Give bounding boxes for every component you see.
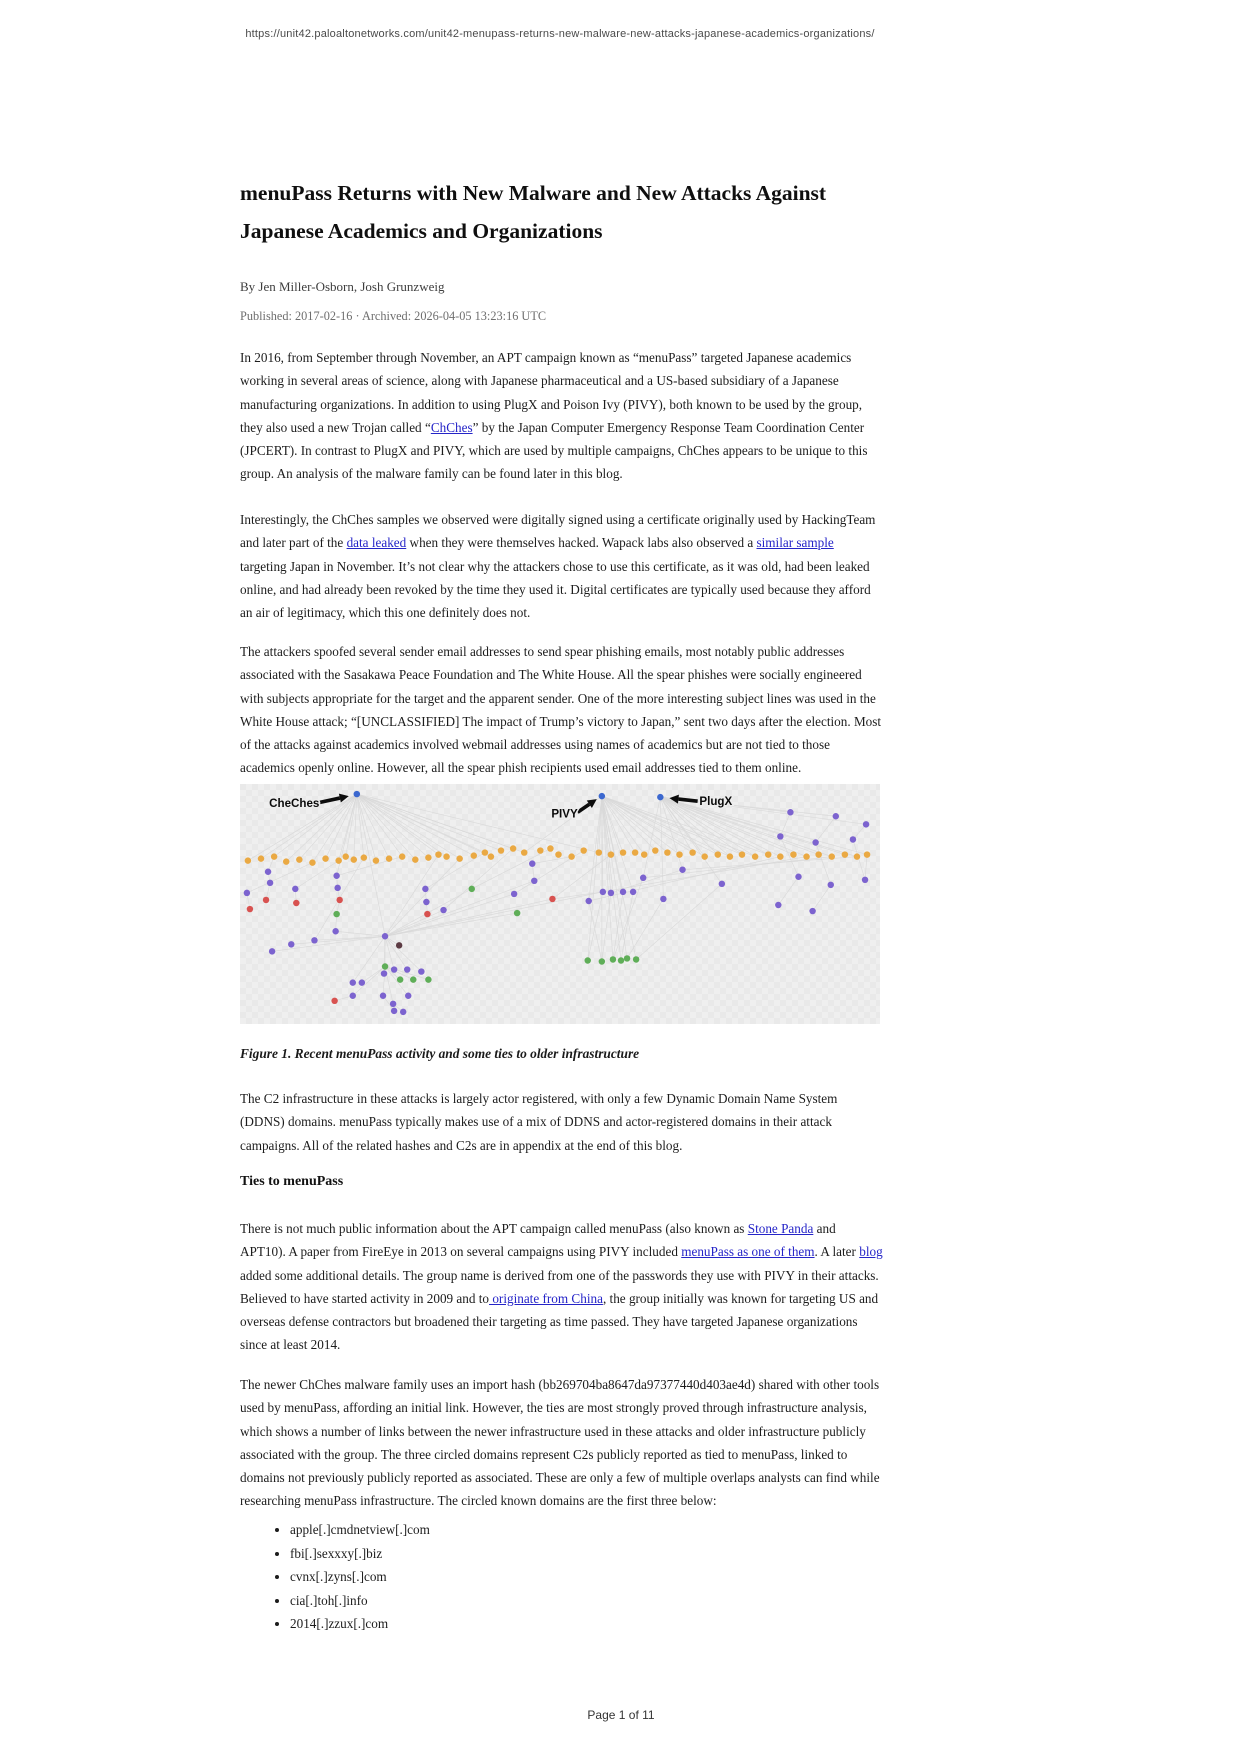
list-item: • 2014[.]zzux[.]com [290,1612,880,1636]
text-run: ” by the Japan Computer Emergency Response Team Coordination Center (JPCERT). In contrast to PlugX and PIVY, which are used by multiple campaigns, ChChes appears to be unique to this group. An analysis of the malware family can be found later in this blog. [240,419,868,482]
link-originate-from-china[interactable]: originate from China [489,1290,603,1306]
page-url: https://unit42.paloaltonetworks.com/unit42-menupass-returns-new-malware-new-attacks-japanese-academics-organizations/ [245,28,875,40]
figure-nodes [244,791,871,1015]
text-run: . A later [814,1244,860,1260]
text-run: The C2 infrastructure in these attacks is largely actor registered, with only a few Dynamic Domain Name System (DDNS) domains. menuPass typically makes use of a mix of DDNS and actor-registered domains in their attack campaigns. All of the related hashes and C2s are in appendix at the end of this blog. [240,1091,838,1153]
text-run: when they were themselves hacked. Wapack labs also observed a [406,535,757,551]
text-run: The attackers spoofed several sender email addresses to send spear phishing emails, most notably public addresses associated with the Sasakawa Peace Foundation and The White House. All the spear phishes were socially engineered with subjects appropriate for the target and the apparent sender. One of the more interesting subject lines was used in the White House attack; “[UNCLASSIFIED] The impact of Trump’s victory to Japan,” sent two days after the election. Most of the attacks against academics involved webmail addresses using names of academics but are not tied to those academics openly online. However, all the spear phish recipients used email addresses tied to them online. [240,644,882,776]
text-run: The newer ChChes malware family uses an import hash (bb269704ba8647da97377440d403ae4d) shared with other tools used by menuPass, affording an initial link. However, the ties are most strongly proved through infrastructure analysis, which shows a number of links between the newer infrastructure used in these attacks and older infrastructure publicly associated with the group. The three circled domains represent C2s publicly reported as tied to menuPass, linked to domains not previously publicly reported as associated. These are only a few of multiple overlaps analysts can find while researching menuPass infrastructure. The circled known domains are the first three below: [240,1377,880,1509]
article-title: menuPass Returns with New Malware and New Attacks Against Japanese Academics and Organizations [240,181,827,243]
figure1-svg [240,784,880,1024]
paragraph-c2-infrastructure [240,1087,883,1157]
link-data-leaked[interactable]: data leaked [346,535,407,551]
figure1-caption: Figure 1. Recent menuPass activity and some ties to older infrastructure [240,1046,640,1061]
list-item: • cia[.]toh[.]info [290,1589,880,1613]
page-footer: Page 1 of 11 [587,1708,655,1722]
link-menupass-as-one-of-them[interactable]: menuPass as one of them [681,1244,815,1260]
text-run: , the group initially was known for targeting US and overseas defense contractors but broadened their targeting as time passed. They have targeted Japanese organizations since at least 2014. [240,1290,879,1353]
text-run: added some additional details. The group name is derived from one of the passwords they use with PIVY in their attacks. Believed to have started activity in 2009 and to [240,1267,879,1306]
link-blog[interactable]: blog [859,1244,883,1260]
section-heading-ties-to-menupass: Ties to menuPass [240,1174,344,1189]
text-run: There is not much public information about the APT campaign called menuPass (also known as [240,1221,748,1236]
link-chches[interactable]: ChChes [430,419,473,435]
figure1-network-graph [240,784,880,1024]
paragraph-import-hash [240,1373,883,1513]
paragraph-certificate [240,508,883,624]
published-meta: Published: 2017-02-16 · Archived: 2026-04-05 13:23:16 UTC [240,309,547,323]
domain-list-ul [240,1518,880,1636]
list-item: • cvnx[.]zyns[.]com [290,1565,880,1589]
paragraph-menupass-background [240,1217,883,1357]
svg-text:PlugX: PlugX [699,796,733,809]
link-similar-sample[interactable]: similar sample [756,535,834,551]
text-run: Interestingly, the ChChes samples we observed were digitally signed using a certificate originally used by HackingTeam and later part of the [240,512,876,551]
byline: By Jen Miller-Osborn, Josh Grunzweig [240,279,445,294]
paragraph-intro [240,346,883,486]
list-item: • fbi[.]sexxxy[.]biz [290,1542,880,1566]
paragraph-spear-phishing [240,640,883,780]
svg-text:CheChes: CheChes [269,798,320,811]
link-stone-panda[interactable]: Stone Panda [747,1221,814,1236]
text-run: and APT10). A paper from FireEye in 2013 on several campaigns using PIVY included [240,1221,836,1260]
text-run: targeting Japan in November. It’s not clear why the attackers chose to use this certificate, as it was old, had been leaked online, and had already been revoked by the time they used it. Digital certificates are typically used because they afford an air of legitimacy, which this one definitely does not. [240,558,871,621]
domain-list [240,1518,880,1636]
svg-text:PIVY: PIVY [551,808,578,821]
list-item: • apple[.]cmdnetview[.]com [290,1518,880,1542]
text-run: In 2016, from September through November, an APT campaign known as “menuPass” targeted Japanese academics working in several areas of science, along with Japanese pharmaceutical and a US-based subsidiary of a Japanese manufacturing organizations. In addition to using PlugX and Poison Ivy (PIVY), both known to be used by the group, they also used a new Trojan called “ [240,350,863,435]
figure-label-pivy [551,799,596,820]
